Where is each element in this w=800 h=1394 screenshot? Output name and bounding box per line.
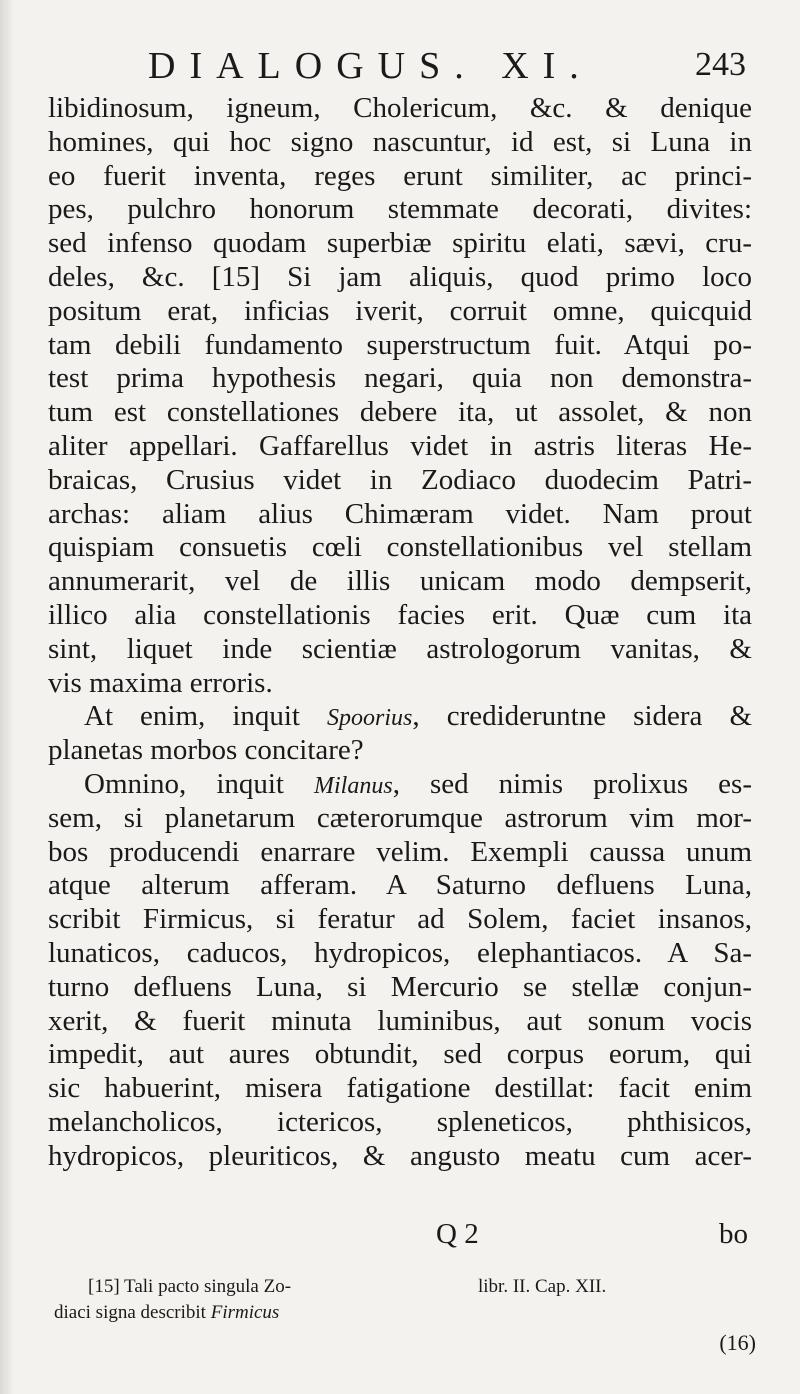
page-foot-marks (48, 1218, 752, 1258)
text-run: Omnino, inquit (84, 767, 315, 800)
scan-gutter-shadow (0, 0, 14, 1394)
text-line: hydropicos, pleuriticos, & angusto meatu cum acer- (48, 1139, 752, 1172)
text-run: At enim, inquit (84, 700, 328, 733)
text-line: eo fuerit inventa, reges erunt similiter, ac princi- (48, 159, 752, 192)
signature-mark: Q 2 (436, 1218, 479, 1250)
text-line: pes, pulchro honorum stemmate decorati, divites: (48, 193, 752, 226)
text-line: braicas, Crusius videt in Zodiaco duodecim Patri- (48, 463, 752, 496)
text-line: scribit Firmicus, si feratur ad Solem, faciet insanos, (48, 903, 752, 936)
text-line: quispiam consuetis cœli constellationibus vel stellam (48, 531, 752, 564)
text-line: annumerarit, vel de illis unicam modo dempserit, (48, 565, 752, 598)
footnote-text: [15] Tali pacto singula Zo- (88, 1276, 292, 1297)
text-line: aliter appellari. Gaffarellus videt in astris literas He- (48, 429, 752, 462)
text-line: tam debili fundamento superstructum fuit. Atqui po- (48, 328, 752, 361)
catchword: bo (719, 1218, 748, 1250)
text-line: lunaticos, caducos, hydropicos, elephantiacos. A Sa- (48, 936, 752, 969)
footnote-author: Firmicus (210, 1302, 280, 1323)
speaker-name: Milanus (314, 772, 393, 799)
text-line: atque alterum afferam. A Saturno defluens Luna, (48, 869, 752, 902)
paragraph-2-line (48, 700, 752, 734)
footnote-row (48, 1300, 752, 1326)
main-text (48, 92, 752, 1174)
text-line: positum erat, inficias iverit, corruit omne, quicquid (48, 294, 752, 327)
text-line: sem, si planetarum cæterorumque astrorum vim mor- (48, 801, 752, 834)
text-line: illico alia constellationis facies erit. Quæ cum ita (48, 598, 752, 631)
paragraph-2-line: planetas morbos concitare? (48, 734, 364, 767)
paragraph-3 (48, 802, 752, 1174)
text-line: sic habuerint, misera fatigatione destillat: facit enim (48, 1072, 752, 1105)
text-line: sint, liquet inde scientiæ astrologorum vanitas, & (48, 632, 752, 665)
text-line: libidinosum, igneum, Cholericum, &c. & denique (48, 92, 752, 124)
text-run: , sed nimis prolixus es- (392, 767, 752, 800)
text-line: impedit, aut aures obtundit, sed corpus eorum, qui (48, 1038, 752, 1071)
text-line: sed infenso quodam superbiæ spiritu elati, sævi, cru- (48, 227, 752, 260)
text-line: bos producendi enarrare velim. Exempli caussa unum (48, 835, 752, 868)
text-line: test prima hypothesis negari, quia non demonstra- (48, 362, 752, 395)
speaker-name: Spoorius (327, 705, 413, 732)
footnote-reference: libr. II. Cap. XII. (478, 1276, 607, 1297)
text-run: , credideruntne sidera & (412, 700, 752, 733)
text-line: melancholicos, ictericos, spleneticos, phthisicos, (48, 1105, 752, 1138)
page-header (48, 44, 752, 92)
text-line: tum est constellationes debere ita, ut assolet, & non (48, 396, 752, 429)
paragraph-1 (48, 92, 752, 700)
footnote-text (54, 1300, 279, 1326)
text-line: xerit, & fuerit minuta luminibus, aut sonum vocis (48, 1004, 752, 1037)
paragraph-3-line (48, 768, 752, 802)
text-line: deles, &c. [15] Si jam aliquis, quod primo loco (48, 260, 752, 293)
text-run: diaci signa describit (54, 1302, 211, 1323)
gathering-number: (16) (719, 1330, 756, 1355)
running-title: DIALOGUS. XI. (148, 45, 593, 87)
footnote-row (48, 1274, 752, 1300)
page-number: 243 (695, 46, 746, 83)
text-line: homines, qui hoc signo nascuntur, id est, si Luna in (48, 125, 752, 158)
text-line: vis maxima erroris. (48, 666, 273, 699)
text-line: archas: aliam alius Chimæram videt. Nam prout (48, 497, 752, 530)
text-line: turno defluens Luna, si Mercurio se stellæ conjun- (48, 970, 752, 1003)
footnote (48, 1274, 752, 1326)
